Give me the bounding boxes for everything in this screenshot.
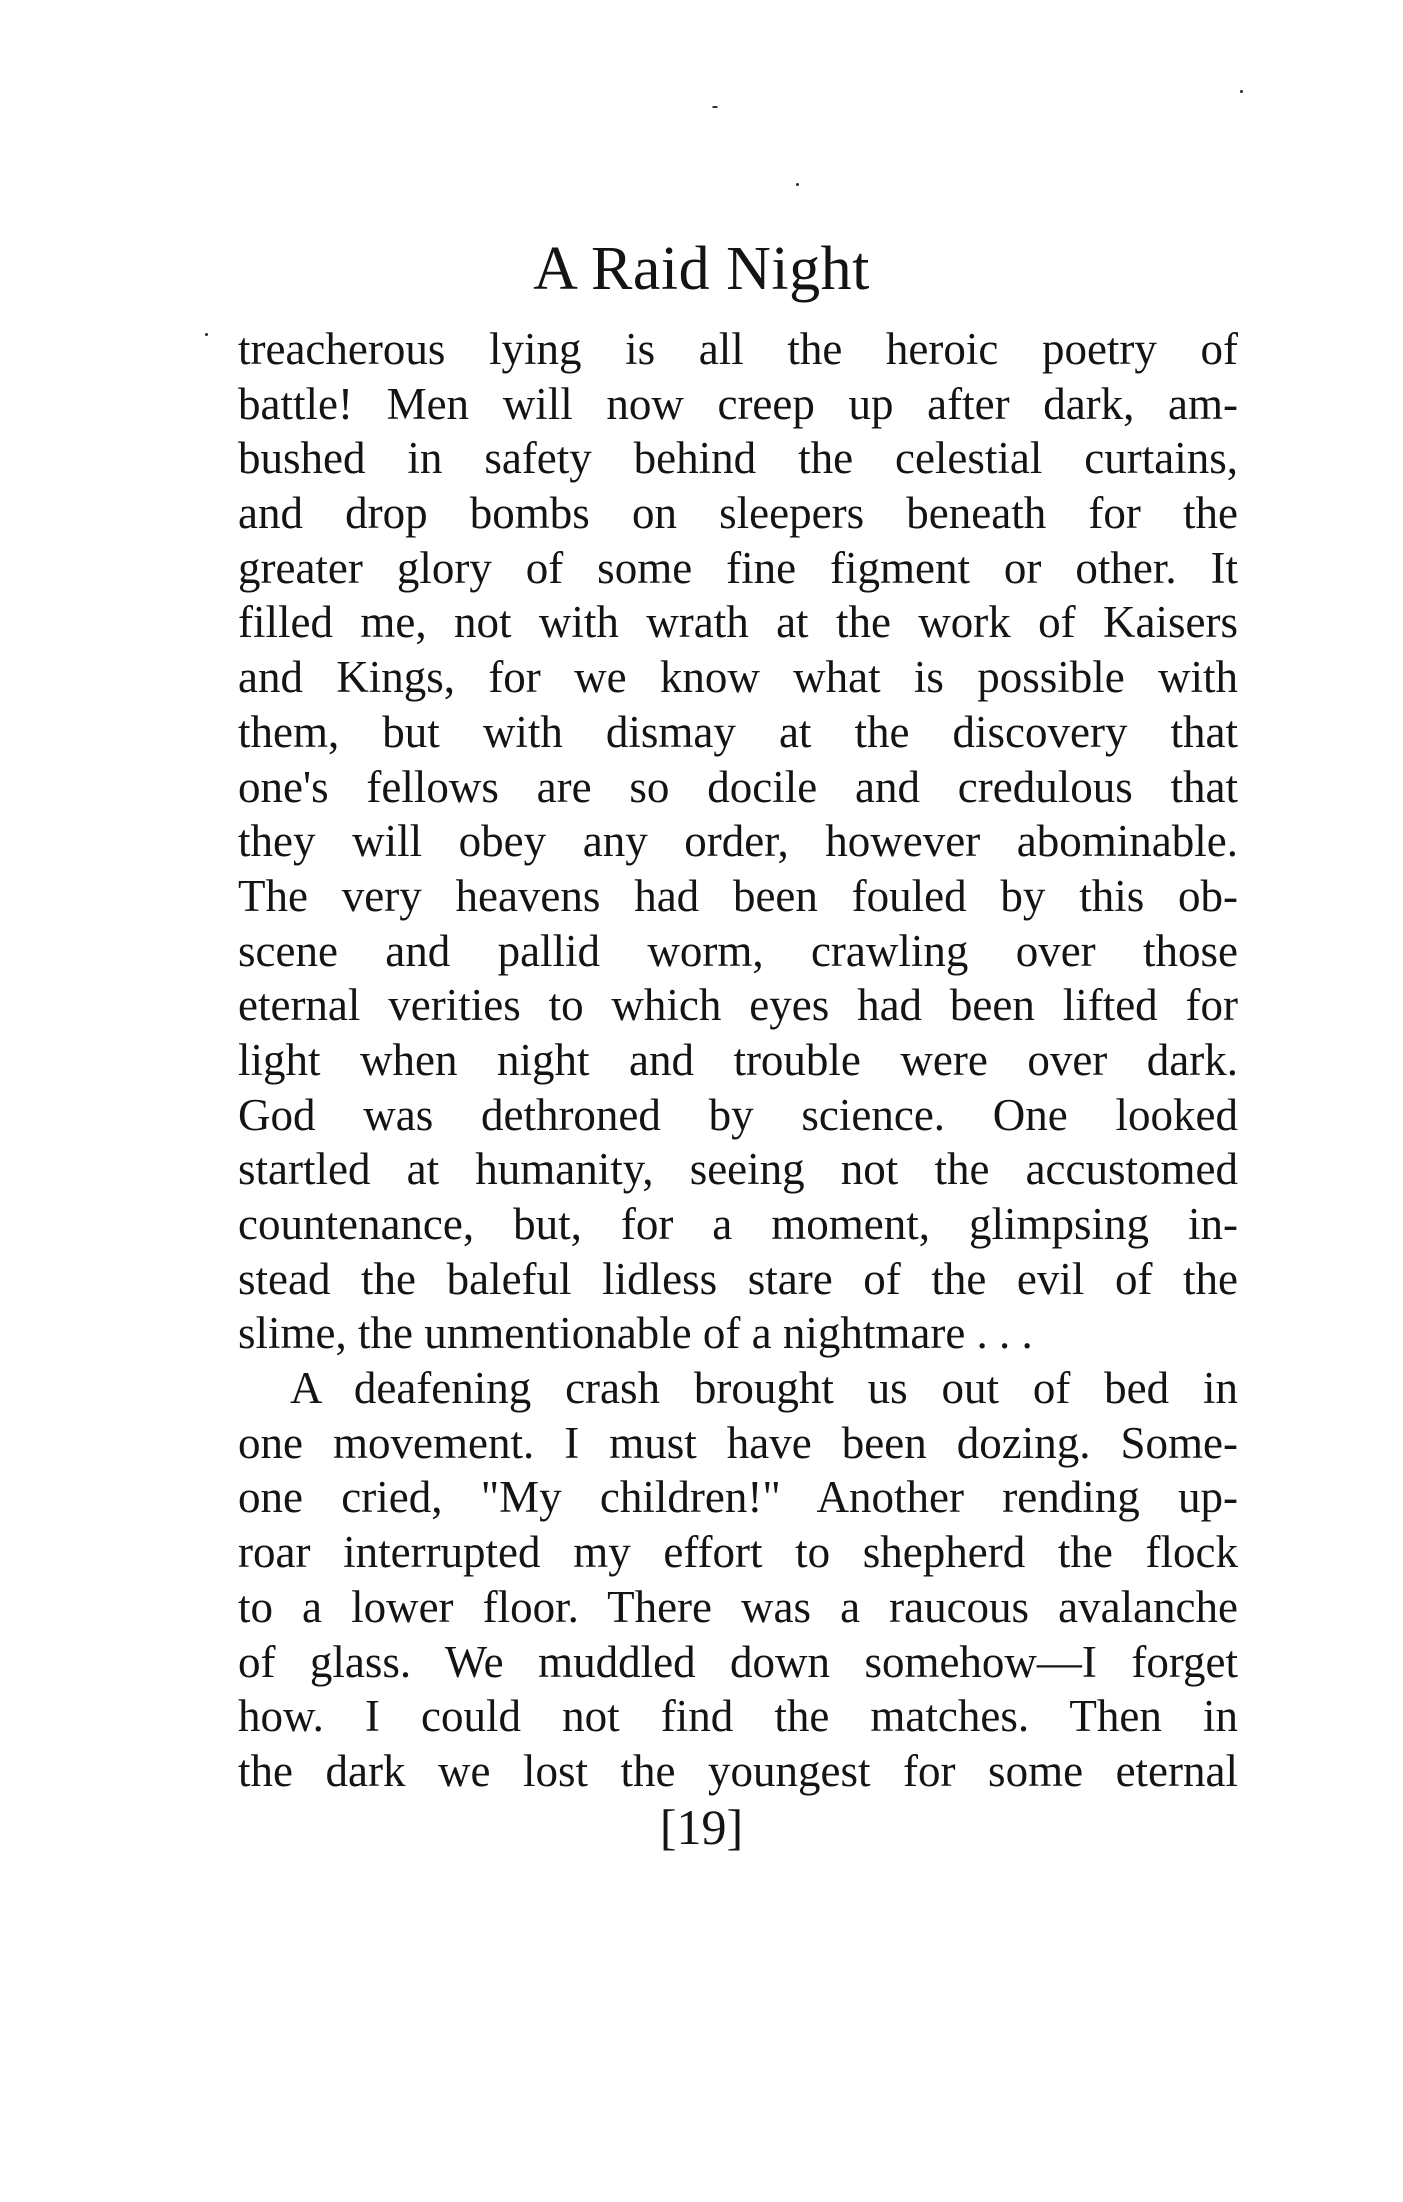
text-line: eternal verities to which eyes had been lifted for — [238, 980, 1238, 1031]
text-line: scene and pallid worm, crawling over those — [238, 925, 1238, 976]
text-line: stead the baleful lidless stare of the evil of the — [238, 1253, 1238, 1304]
text-line: one movement. I must have been dozing. Some- — [238, 1417, 1238, 1468]
text-line: slime, the unmentionable of a nightmare . . . — [238, 1308, 1033, 1359]
text-line: God was dethroned by science. One looked — [238, 1089, 1238, 1140]
paragraph-first-line: A deafening crash brought us out of bed in — [290, 1363, 1238, 1414]
text-line: them, but with dismay at the discovery that — [238, 706, 1238, 757]
text-line: of glass. We muddled down somehow—I forget — [238, 1636, 1238, 1687]
text-line: to a lower floor. There was a raucous avalanche — [238, 1581, 1238, 1632]
running-head: A Raid Night — [533, 235, 870, 303]
text-line: greater glory of some fine figment or other. It — [238, 542, 1238, 593]
text-line: startled at humanity, seeing not the accustomed — [238, 1144, 1238, 1195]
ink-speck — [712, 106, 718, 108]
ink-speck — [205, 333, 208, 336]
body-text — [238, 322, 1238, 1799]
text-line: bushed in safety behind the celestial curtains, — [238, 433, 1238, 484]
text-line: light when night and trouble were over dark. — [238, 1034, 1238, 1085]
ink-speck — [796, 183, 799, 186]
page-number: [19] — [659, 1799, 744, 1855]
text-line: one's fellows are so docile and credulous that — [238, 761, 1238, 812]
text-line: they will obey any order, however abominable. — [238, 816, 1238, 867]
text-line: treacherous lying is all the heroic poetry of — [238, 324, 1238, 374]
text-line: roar interrupted my effort to shepherd the flock — [238, 1527, 1238, 1578]
text-line: filled me, not with wrath at the work of Kaisers — [238, 597, 1238, 648]
text-line: how. I could not find the matches. Then in — [238, 1691, 1238, 1742]
text-line: The very heavens had been fouled by this ob- — [238, 870, 1238, 921]
text-line: the dark we lost the youngest for some eternal — [238, 1745, 1238, 1796]
text-line: countenance, but, for a moment, glimpsing in- — [238, 1199, 1238, 1249]
text-line: one cried, "My children!" Another rending up- — [238, 1472, 1238, 1523]
ink-speck — [1240, 90, 1243, 93]
text-line: and Kings, for we know what is possible with — [238, 652, 1238, 703]
text-line: and drop bombs on sleepers beneath for the — [238, 488, 1238, 539]
text-line: battle! Men will now creep up after dark, am- — [238, 378, 1238, 429]
